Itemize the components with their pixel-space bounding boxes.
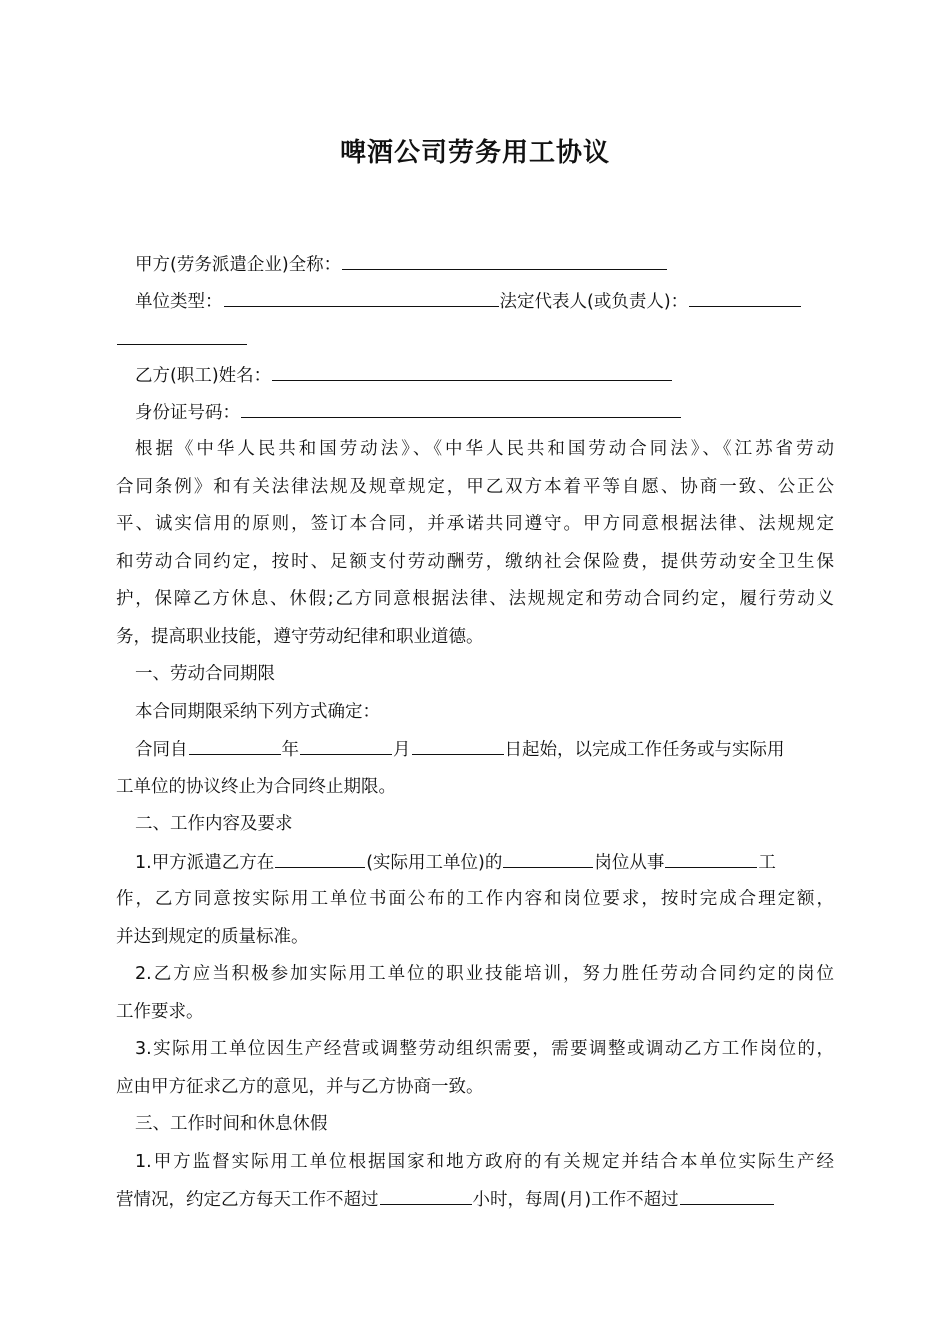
section-2-heading: 二、工作内容及要求 [135,814,293,834]
intro-line: 根据《中华人民共和国劳动法》、《中华人民共和国劳动合同法》、《江苏省劳动 [135,439,834,459]
section-2-line: 并达到规定的质量标准。 [116,927,309,947]
intro-line: 护，保障乙方休息、休假;乙方同意根据法律、法规规定和劳动合同约定，履行劳动义 [116,589,834,609]
intro-line: 务，提高职业技能，遵守劳动纪律和职业道德。 [116,627,484,647]
intro-line: 和劳动合同约定，按时、足额支付劳动酬劳，缴纳社会保险费，提供劳动安全卫生保 [116,552,834,572]
party-a-blank[interactable] [342,252,667,270]
section-3-item-1: 1.甲方监督实际用工单位根据国家和地方政府的有关规定并结合本单位实际生产经 [135,1152,834,1172]
year-label: 年 [281,740,299,760]
legal-rep-blank-cont[interactable] [117,327,247,345]
intro-line: 合同条例》和有关法律法规及规章规定，甲乙双方本着平等自愿、协商一致、公正公 [116,477,834,497]
item-1-text-d: 工 [758,853,776,873]
work-blank[interactable] [665,850,757,868]
id-label: 身份证号码： [135,403,240,423]
party-a-label: 甲方(劳务派遣企业)全称： [135,255,342,275]
unit-type-label: 单位类型： [135,292,223,312]
party-b-blank[interactable] [272,363,672,381]
section-2-item-3: 3.实际用工单位因生产经营或调整劳动组织需要，需要调整或调动乙方工作岗位的， [135,1039,834,1059]
hours-text-b: 小时，每周(月)工作不超过 [472,1190,679,1210]
contract-term-line [135,737,785,762]
intro-line: 平、诚实信用的原则，签订本合同，并承诺共同遵守。甲方同意根据法律、法规规定 [116,514,834,534]
term-start-label: 合同自 [135,740,188,760]
section-2-item-1 [135,850,776,875]
legal-rep-blank[interactable] [689,289,801,307]
item-1-text-a: 1.甲方派遣乙方在 [135,853,275,873]
id-line [135,400,682,425]
item-1-text-c: 岗位从事 [594,853,665,873]
section-2-line: 应由甲方征求乙方的意见，并与乙方协商一致。 [116,1077,484,1097]
section-3-heading: 三、工作时间和休息休假 [135,1114,328,1134]
legal-rep-continuation [116,327,248,352]
day-rest-text: 日起始，以完成工作任务或与实际用 [504,740,785,760]
weekly-hours-blank[interactable] [680,1187,774,1205]
page-title: 啤酒公司劳务用工协议 [339,138,610,168]
section-3-hours-line [116,1187,775,1212]
section-2-item-2: 2.乙方应当积极参加实际用工单位的职业技能培训，努力胜任劳动合同约定的岗位 [135,964,834,984]
term-end-line: 工单位的协议终止为合同终止期限。 [116,777,396,797]
day-blank[interactable] [412,737,504,755]
legal-rep-label: 法定代表人(或负责人)： [499,292,689,312]
position-blank[interactable] [503,850,593,868]
party-b-label: 乙方(职工)姓名： [135,366,272,386]
party-a-line [135,252,668,277]
item-1-text-b: (实际用工单位)的 [366,853,503,873]
year-blank[interactable] [189,737,281,755]
month-label: 月 [393,740,411,760]
section-2-line: 工作要求。 [116,1002,204,1022]
unit-type-line [135,289,802,314]
unit-type-blank[interactable] [224,289,499,307]
section-1-heading: 一、劳动合同期限 [135,664,275,684]
id-blank[interactable] [241,400,681,418]
section-1-line: 本合同期限采纳下列方式确定： [135,702,380,722]
daily-hours-blank[interactable] [380,1187,472,1205]
party-b-line [135,363,673,388]
employer-blank[interactable] [275,850,365,868]
section-2-line: 作，乙方同意按实际用工单位书面公布的工作内容和岗位要求，按时完成合理定额， [116,889,834,909]
month-blank[interactable] [300,737,392,755]
hours-text-a: 营情况，约定乙方每天工作不超过 [116,1190,379,1210]
